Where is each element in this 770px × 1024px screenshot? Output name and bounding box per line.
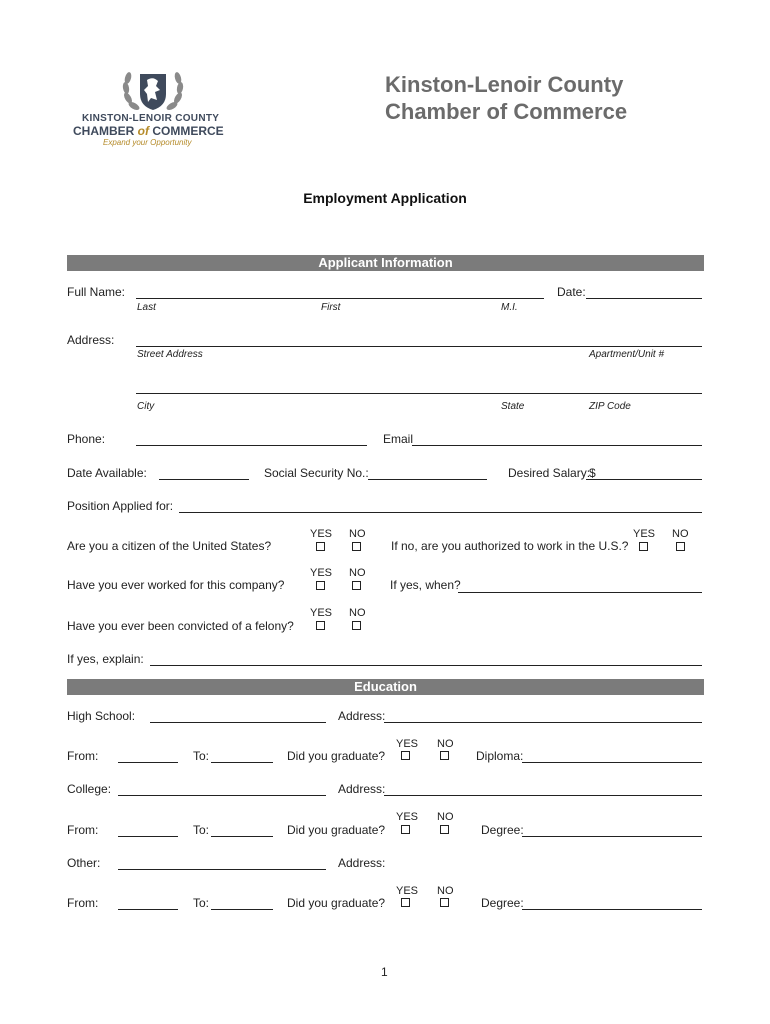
college-graduate-question: Did you graduate? [287, 823, 386, 837]
other-grad-yes-label: YES [396, 885, 419, 897]
form-title: Employment Application [303, 190, 467, 206]
org-title-line2: Chamber of Commerce [385, 99, 628, 124]
logo-tagline: Expand your Opportunity [103, 138, 192, 147]
college-from-input[interactable] [118, 836, 178, 837]
hs-to-label: To: [193, 749, 210, 763]
college-degree-input[interactable] [522, 836, 702, 837]
authorized-no-label: NO [672, 528, 689, 540]
phone-input[interactable] [136, 445, 367, 446]
desired-salary-input[interactable] [586, 479, 702, 480]
high-school-label: High School: [67, 709, 136, 723]
worked-question: Have you ever worked for this company? [67, 578, 285, 592]
felony-question: Have you ever been convicted of a felony? [67, 619, 294, 633]
worked-yes-checkbox[interactable] [316, 581, 325, 590]
email-label: Email [383, 432, 414, 446]
ssn-input[interactable] [368, 479, 487, 480]
college-grad-no-checkbox[interactable] [440, 825, 449, 834]
college-label: College: [67, 782, 112, 796]
hs-grad-no-label: NO [437, 738, 454, 750]
last-sublabel: Last [137, 302, 156, 313]
section-applicant-information: Applicant Information [67, 255, 704, 271]
hs-grad-yes-label: YES [396, 738, 419, 750]
citizen-question: Are you a citizen of the United States? [67, 539, 272, 553]
position-label: Position Applied for: [67, 499, 174, 513]
when-label: If yes, when? [390, 578, 461, 592]
college-from-label: From: [67, 823, 99, 837]
other-grad-no-label: NO [437, 885, 454, 897]
high-school-address-label: Address: [338, 709, 386, 723]
apt-sublabel: Apartment/Unit # [589, 349, 665, 360]
org-title-line1: Kinston-Lenoir County [385, 72, 624, 97]
date-available-input[interactable] [159, 479, 249, 480]
street-address-input[interactable] [136, 346, 702, 347]
desired-salary-label: Desired Salary: [508, 466, 591, 480]
high-school-address-input[interactable] [384, 722, 702, 723]
state-sublabel: State [501, 401, 525, 412]
citizen-yes-label: YES [310, 528, 333, 540]
other-grad-no-checkbox[interactable] [440, 898, 449, 907]
felony-yes-label: YES [310, 607, 333, 619]
college-to-input[interactable] [211, 836, 273, 837]
logo-line1: KINSTON-LENOIR COUNTY [82, 113, 220, 124]
explain-label: If yes, explain: [67, 652, 144, 666]
hs-from-input[interactable] [118, 762, 178, 763]
other-from-label: From: [67, 896, 99, 910]
diploma-label: Diploma: [476, 749, 524, 763]
email-input[interactable] [412, 445, 702, 446]
hs-grad-yes-checkbox[interactable] [401, 751, 410, 760]
college-grad-yes-checkbox[interactable] [401, 825, 410, 834]
logo-commerce: COMMERCE [149, 124, 224, 138]
college-address-input[interactable] [384, 795, 702, 796]
lion-crest-icon [120, 68, 186, 114]
position-input[interactable] [179, 512, 702, 513]
address-label: Address: [67, 333, 115, 347]
other-to-label: To: [193, 896, 210, 910]
hs-grad-no-checkbox[interactable] [440, 751, 449, 760]
other-graduate-question: Did you graduate? [287, 896, 386, 910]
hs-graduate-question: Did you graduate? [287, 749, 386, 763]
college-input[interactable] [118, 795, 326, 796]
college-grad-no-label: NO [437, 811, 454, 823]
city-state-zip-input[interactable] [136, 393, 702, 394]
other-from-input[interactable] [118, 909, 178, 910]
first-sublabel: First [321, 302, 341, 313]
logo-chamber: CHAMBER [73, 124, 138, 138]
authorized-yes-label: YES [633, 528, 656, 540]
phone-label: Phone: [67, 432, 106, 446]
college-address-label: Address: [338, 782, 386, 796]
date-label: Date: [557, 285, 586, 299]
logo-of: of [137, 124, 149, 138]
city-sublabel: City [137, 401, 155, 412]
citizen-no-label: NO [349, 528, 366, 540]
other-to-input[interactable] [211, 909, 273, 910]
hs-to-input[interactable] [211, 762, 273, 763]
other-degree-label: Degree: [481, 896, 524, 910]
citizen-yes-checkbox[interactable] [316, 542, 325, 551]
authorized-question: If no, are you authorized to work in the U.S.? [391, 539, 629, 553]
other-input[interactable] [118, 869, 326, 870]
other-degree-input[interactable] [522, 909, 702, 910]
org-title [385, 71, 627, 125]
other-grad-yes-checkbox[interactable] [401, 898, 410, 907]
when-input[interactable] [458, 592, 702, 593]
salary-dollar-sign: $ [589, 466, 596, 480]
felony-no-checkbox[interactable] [352, 621, 361, 630]
full-name-input[interactable] [136, 298, 544, 299]
full-name-label: Full Name: [67, 285, 126, 299]
date-input[interactable] [586, 298, 702, 299]
logo [70, 68, 240, 148]
worked-no-checkbox[interactable] [352, 581, 361, 590]
college-to-label: To: [193, 823, 210, 837]
logo-line2 [73, 124, 224, 138]
section-education: Education [67, 679, 704, 695]
hs-from-label: From: [67, 749, 99, 763]
authorized-yes-checkbox[interactable] [639, 542, 648, 551]
diploma-input[interactable] [522, 762, 702, 763]
high-school-input[interactable] [150, 722, 326, 723]
citizen-no-checkbox[interactable] [352, 542, 361, 551]
worked-yes-label: YES [310, 567, 333, 579]
college-degree-label: Degree: [481, 823, 524, 837]
page-number: 1 [381, 965, 388, 979]
college-grad-yes-label: YES [396, 811, 419, 823]
street-sublabel: Street Address [137, 349, 203, 360]
other-label: Other: [67, 856, 101, 870]
date-available-label: Date Available: [67, 466, 147, 480]
felony-yes-checkbox[interactable] [316, 621, 325, 630]
mi-sublabel: M.I. [501, 302, 518, 313]
worked-no-label: NO [349, 567, 366, 579]
zip-sublabel: ZIP Code [589, 401, 631, 412]
authorized-no-checkbox[interactable] [676, 542, 685, 551]
other-address-label: Address: [338, 856, 386, 870]
ssn-label: Social Security No.: [264, 466, 369, 480]
felony-no-label: NO [349, 607, 366, 619]
explain-input[interactable] [150, 665, 702, 666]
